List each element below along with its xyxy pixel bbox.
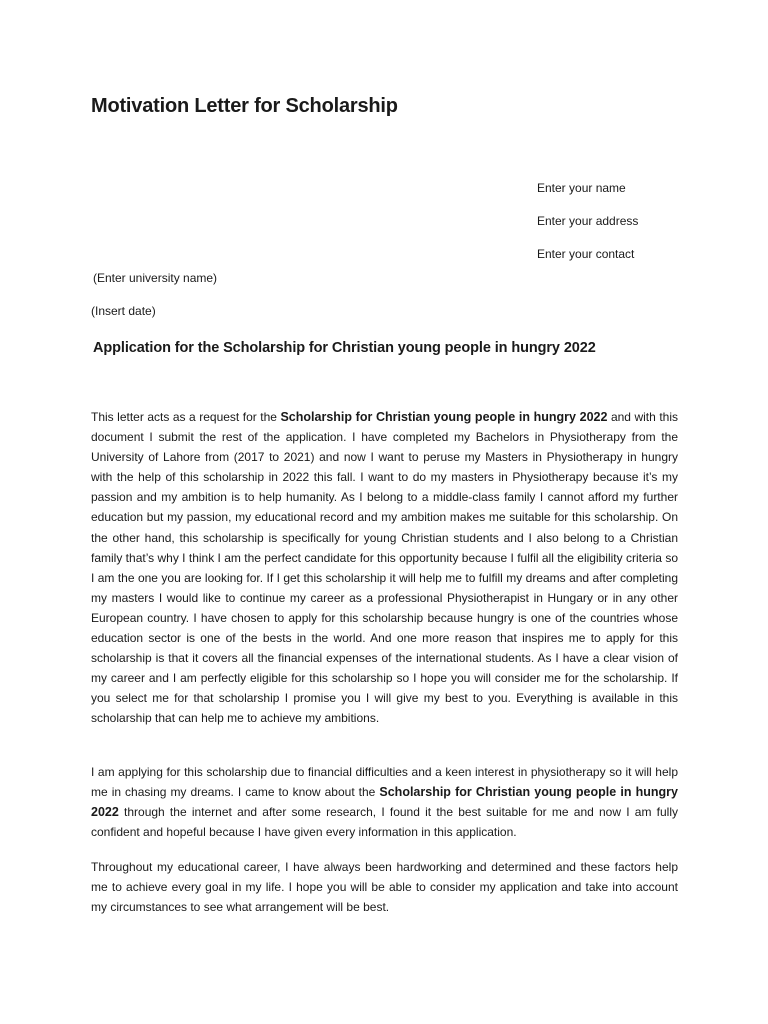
paragraph-1-rest: and with this document I submit the rest of the application. I have completed my Bachelors in Physiotherapy from the University of Lahore from (2017 to 2021) and now I want to peruse my Masters in Physiotherapy in hungry with the help of this scholarship in 2022 this fall. I want to do my masters in Physiotherapy because it’s my passion and my ambition is to help humanity. As I belong to a middle-class family I cannot afford my further education but my passion, my educational record and my ambition makes me suitable for this scholarship. On the other hand, this scholarship is specifically for young Christian students and I also belong to a Christian family that’s why I think I am the perfect candidate for this opportunity because I fulfil all the eligibility criteria so I am the one you are looking for. If I get this scholarship it will help me to fulfill my dreams and after completing my masters I would like to continue my career as a professional Physiotherapist in Hungary or in any other European country. I have chosen to apply for this scholarship because hungry is one of the countries whose education sector is one of the bests in the world. And one more reason that inspires me to apply for this scholarship is that it covers all the financial expenses of the international students. As I have a clear vision of my career and I am perfectly eligible for this scholarship so I hope you will consider me for the scholarship. If you select me for that scholarship I promise you I will give my best to you. Everything is available in this scholarship that can help me to achieve my ambitions. (91, 410, 678, 726)
body-paragraph-3: Throughout my educational career, I have always been hardworking and determined and these factors help me to achieve every goal in my life. I hope you will be able to consider my application and take into account my circumstances to see what arrangement will be best. (91, 860, 678, 915)
sender-block (537, 172, 638, 271)
university-name: (Enter university name) (93, 271, 218, 285)
sender-address: Enter your address (537, 214, 639, 228)
document-title: Motivation Letter for Scholarship (91, 95, 398, 117)
scholarship-name-highlight-2: Scholarship for Christian young people in hungry 2022 (91, 785, 678, 820)
paragraph-2-rest: through the internet and after some research, I found it the best suitable for me and now I am fully confident and hopeful because I have given every information in this application. (91, 805, 678, 840)
paragraph-1-intro: This letter acts as a request for the (91, 410, 281, 424)
scholarship-name-highlight: Scholarship for Christian young people in hungry 2022 (280, 410, 608, 424)
sender-name: Enter your name (537, 181, 626, 195)
paragraph-2-intro: I am applying for this scholarship due to financial difficulties and a keen interest in physiotherapy so it will help me in chasing my dreams. I came to know about the (91, 765, 678, 800)
letter-date: (Insert date) (91, 304, 156, 318)
body-paragraph-2 (91, 762, 678, 842)
letter-subject: Application for the Scholarship for Christian young people in hungry 2022 (93, 340, 596, 356)
body-paragraph-1 (91, 407, 678, 729)
sender-contact: Enter your contact (537, 247, 635, 261)
